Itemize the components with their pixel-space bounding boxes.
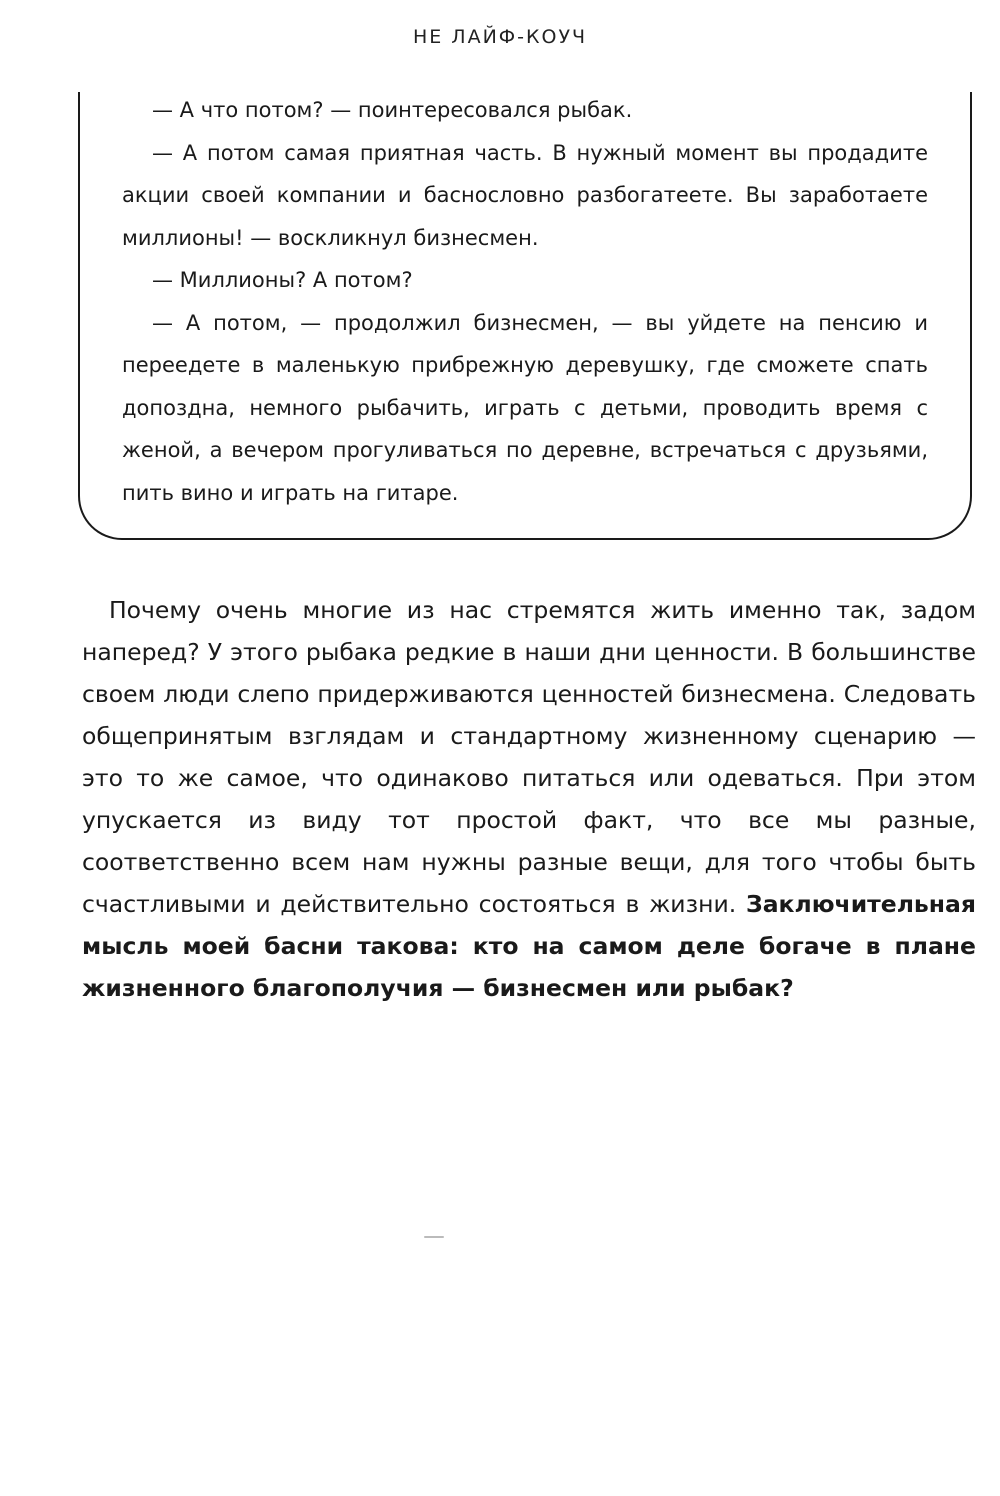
inset-paragraph: — А что потом? — поинтересовался рыбак. bbox=[152, 98, 633, 122]
inset-paragraph: — А потом, — продолжил бизнесмен, — вы уйдете на пенсию и переедете в маленькую прибрежную деревушку, где сможете спать допоздна, немного рыбачить, играть с детьми, проводить время с женой, а вечером прогуливаться по деревне, встречаться с друзьями, пить вино и играть на гитаре. bbox=[122, 310, 928, 505]
inset-paragraph: — Миллионы? А потом? bbox=[152, 268, 413, 292]
inset-dialogue bbox=[122, 89, 928, 514]
body-paragraph bbox=[82, 589, 976, 1009]
main-text bbox=[82, 589, 976, 1009]
inset-paragraph: — А потом самая приятная часть. В нужный момент вы продадите акции своей компании и баснословно разбогатеете. Вы заработаете миллионы! — воскликнул бизнесмен. bbox=[122, 140, 928, 250]
body-bold-conclusion: Заключительная мысль моей басни такова: кто на самом деле богаче в плане жизненного благополучия — бизнесмен или рыбак? bbox=[82, 890, 976, 1002]
print-speck bbox=[424, 1236, 444, 1238]
body-regular-text: Почему очень многие из нас стремятся жить именно так, задом наперед? У этого рыбака редкие в наши дни ценности. В большинстве своем люди слепо придерживаются ценностей бизнесмена. Следовать общепринятым взглядам и стандартному жизненному сценарию — это то же самое, что одинаково питаться или одеваться. При этом упускается из виду тот простой факт, что все мы разные, соответственно всем нам нужны разные вещи, для того чтобы быть счастливыми и действительно состояться в жизни. bbox=[82, 596, 976, 918]
running-head: НЕ ЛАЙФ-КОУЧ bbox=[412, 26, 588, 48]
